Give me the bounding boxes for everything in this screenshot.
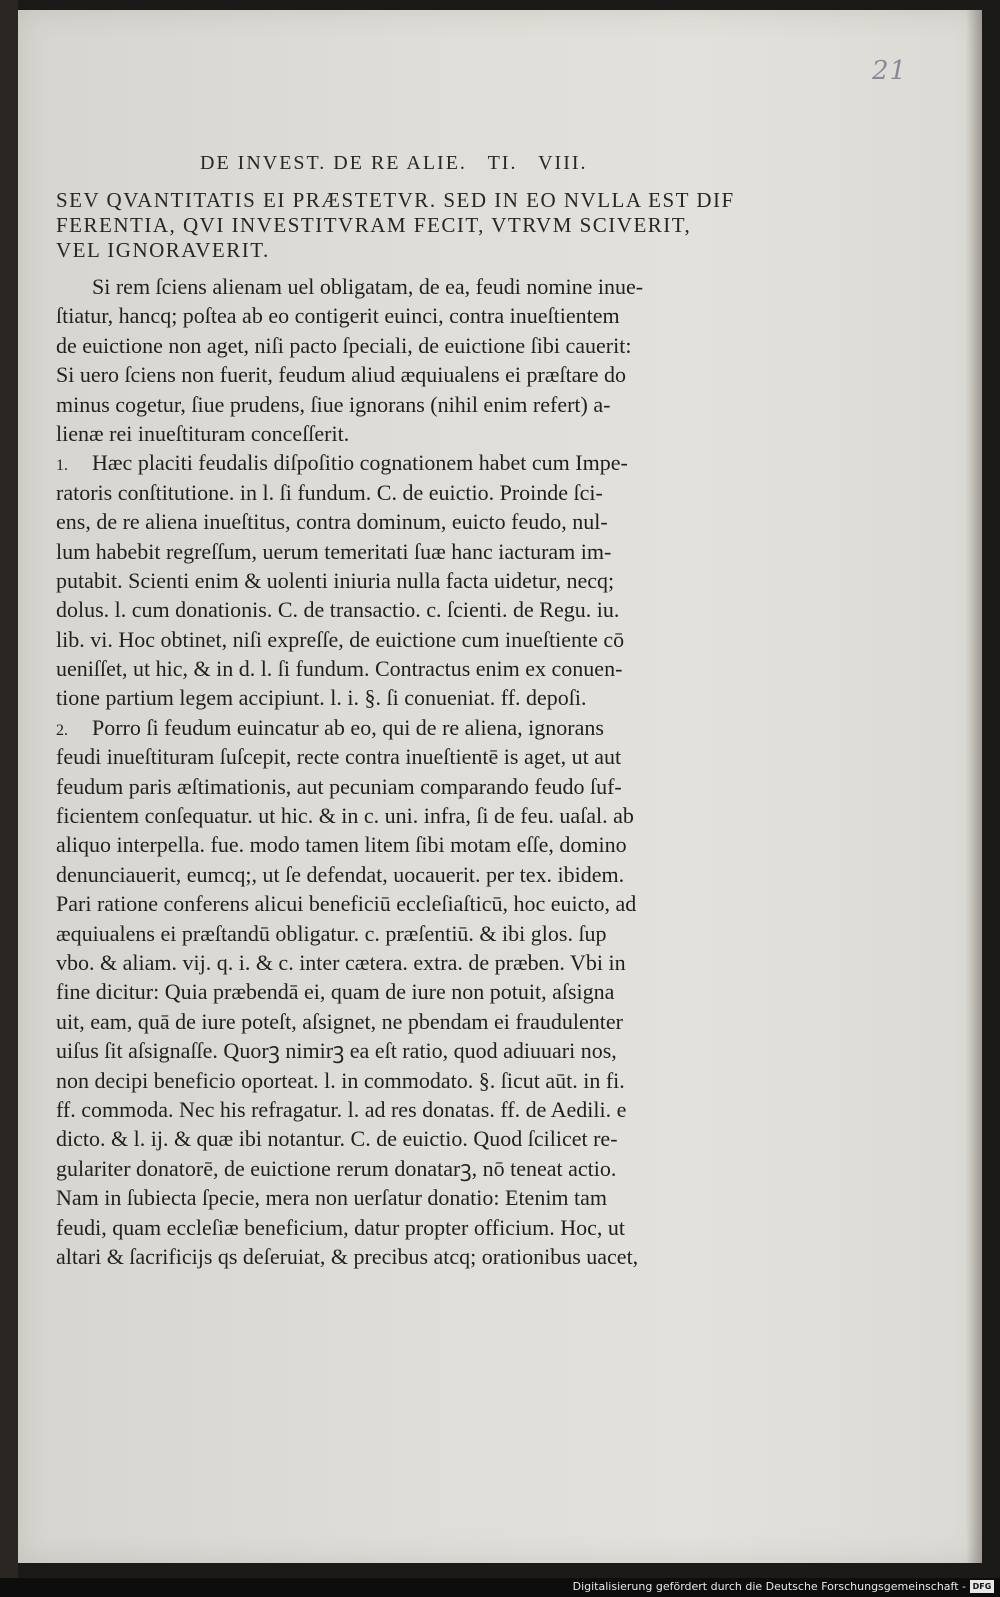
line-text: non decipi beneficio oporteat. l. in commodato. §. ſicut aūt. in fi. [56,1067,625,1093]
text-line [56,1095,746,1124]
text-line [56,625,746,654]
rubric-line: SEV QVANTITATIS EI PRÆSTETVR. SED IN EO NVLLA EST DIF [56,188,735,212]
text-line [56,272,746,301]
line-text: Nam in ſubiecta ſpecie, mera non uerſatur donatio: Etenim tam [56,1185,608,1211]
line-text: ens, de re aliena inueſtitus, contra dominum, euicto feudo, nul- [56,509,608,535]
text-line [56,1242,746,1271]
text-line [56,889,746,918]
text-line [56,919,746,948]
paragraph-number: 2. [56,721,68,739]
folio-number: 21 [872,56,908,86]
line-text: aliquo interpella. fue. modo tamen litem ſibi motam eſſe, domino [56,832,627,858]
line-text: tione partium legem accipiunt. l. i. §. ſi conueniat. ff. depoſi. [56,685,587,711]
text-line [56,478,746,507]
line-text: ueniſſet, ut hic, & in d. l. ſi fundum. Contractus enim ex conuen- [56,656,623,682]
text-line [56,977,746,1006]
text-line [56,1124,746,1153]
text-line [56,1066,746,1095]
text-line [56,801,746,830]
body-text [56,272,746,1271]
text-line [56,331,746,360]
line-text: Si rem ſciens alienam uel obligatam, de ea, feudi nomine inue- [92,274,644,299]
line-text: putabit. Scienti enim & uolenti iniuria nulla facta uidetur, necq; [56,567,615,593]
digitization-credit: Digitalisierung gefördert durch die Deutsche Forschungsgemeinschaft - [572,1580,966,1593]
line-text: uit, eam, quā de iure poteſt, aſsignet, ne pbendam ei fraudulenter [56,1008,623,1034]
line-text: denunciauerit, eumcq;, ut ſe defendat, uocauerit. per tex. ibidem. [56,861,625,887]
text-line [56,1036,746,1065]
line-text: feudi, quam eccleſiæ beneficium, datur propter officium. Hoc, ut [56,1214,625,1240]
line-text: feudum paris æſtimationis, aut pecuniam comparando feudo ſuf- [56,773,622,799]
text-line [56,1154,746,1183]
text-line [56,301,746,330]
line-text: minus cogetur, ſiue prudens, ſiue ignorans (nihil enim refert) a- [56,391,611,417]
chapter-rubric [56,188,746,263]
line-text: lienæ rei inueſtituram conceſſerit. [56,420,350,446]
text-line [56,1007,746,1036]
paragraph-number: 1. [56,457,68,475]
line-text: fine dicitur: Quia præbendā ei, quam de iure non potuit, aſsigna [56,979,615,1005]
text-line [56,654,746,683]
dfg-logo: DFG [970,1580,994,1593]
text-line [56,948,746,977]
line-text: ff. commoda. Nec his refragatur. l. ad res donatas. ff. de Aedili. e [56,1096,627,1122]
line-text: uiſus ſit aſsignaſſe. Quorꝫ nimirꝫ ea eſt ratio, quod adiuuari nos, [56,1038,617,1064]
text-line [56,742,746,771]
line-text: feudi inueſtituram ſuſcepit, recte contra inueſtientē is aget, ut aut [56,744,622,770]
line-text: Si uero ſciens non fuerit, feudum aliud æquiualens ei præſtare do [56,362,627,388]
line-text: lib. vi. Hoc obtinet, niſi expreſſe, de euictione cum inueſtiente cō [56,626,625,652]
line-text: Pari ratione conferens alicui beneficiū eccleſiaſticū, hoc euicto, ad [56,891,637,917]
text-line [56,419,746,448]
line-text: altari & ſacrificijs qs deſeruiat, & precibus atcq; orationibus uacet, [56,1243,639,1269]
line-text: ficientem conſequatur. ut hic. & in c. uni. infra, ſi de feu. uaſal. ab [56,803,634,829]
text-line [56,448,746,477]
text-line [56,713,746,742]
text-line [56,1183,746,1212]
rubric-line: VEL IGNORAVERIT. [56,238,270,262]
text-line [56,507,746,536]
text-line [56,830,746,859]
text-line [56,683,746,712]
line-text: dicto. & l. ij. & quæ ibi notantur. C. de euictio. Quod ſcilicet re- [56,1126,618,1152]
line-text: lum habebit regreſſum, uerum temeritati ſuæ hanc iacturam im- [56,538,612,564]
line-text: gulariter donatorē, de euictione rerum donatarꝫ, nō teneat actio. [56,1155,617,1181]
text-line [56,360,746,389]
line-text: Hæc placiti feudalis diſpoſitio cognationem habet cum Impe- [92,450,628,476]
scan-background-left [0,0,18,1578]
text-line [56,772,746,801]
line-text: vbo. & aliam. vij. q. i. & c. inter cætera. extra. de præben. Vbi in [56,949,626,975]
text-line [56,537,746,566]
rubric-line: FERENTIA, QVI INVESTITVRAM FECIT, VTRVM SCIVERIT, [56,213,692,237]
page-edge-shadow [966,10,982,1563]
line-text: Porro ſi feudum euincatur ab eo, qui de re aliena, ignorans [92,714,604,740]
text-line [56,566,746,595]
text-line [56,595,746,624]
running-head: DE INVEST. DE RE ALIE. TI. VIII. [200,152,588,174]
text-line [56,860,746,889]
line-text: dolus. l. cum donationis. C. de transactio. c. ſcienti. de Regu. iu. [56,597,620,623]
line-text: ratoris conſtitutione. in l. ſi fundum. C. de euictio. Proinde ſci- [56,479,603,505]
text-line [56,1213,746,1242]
line-text: æquiualens ei præſtandū obligatur. c. præſentiū. & ibi glos. ſup [56,920,607,946]
line-text: de euictione non aget, niſi pacto ſpeciali, de euictione ſibi cauerit: [56,332,632,358]
text-line [56,390,746,419]
line-text: ſtiatur, hancq; poſtea ab eo contigerit euinci, contra inueſtientem [56,303,620,329]
